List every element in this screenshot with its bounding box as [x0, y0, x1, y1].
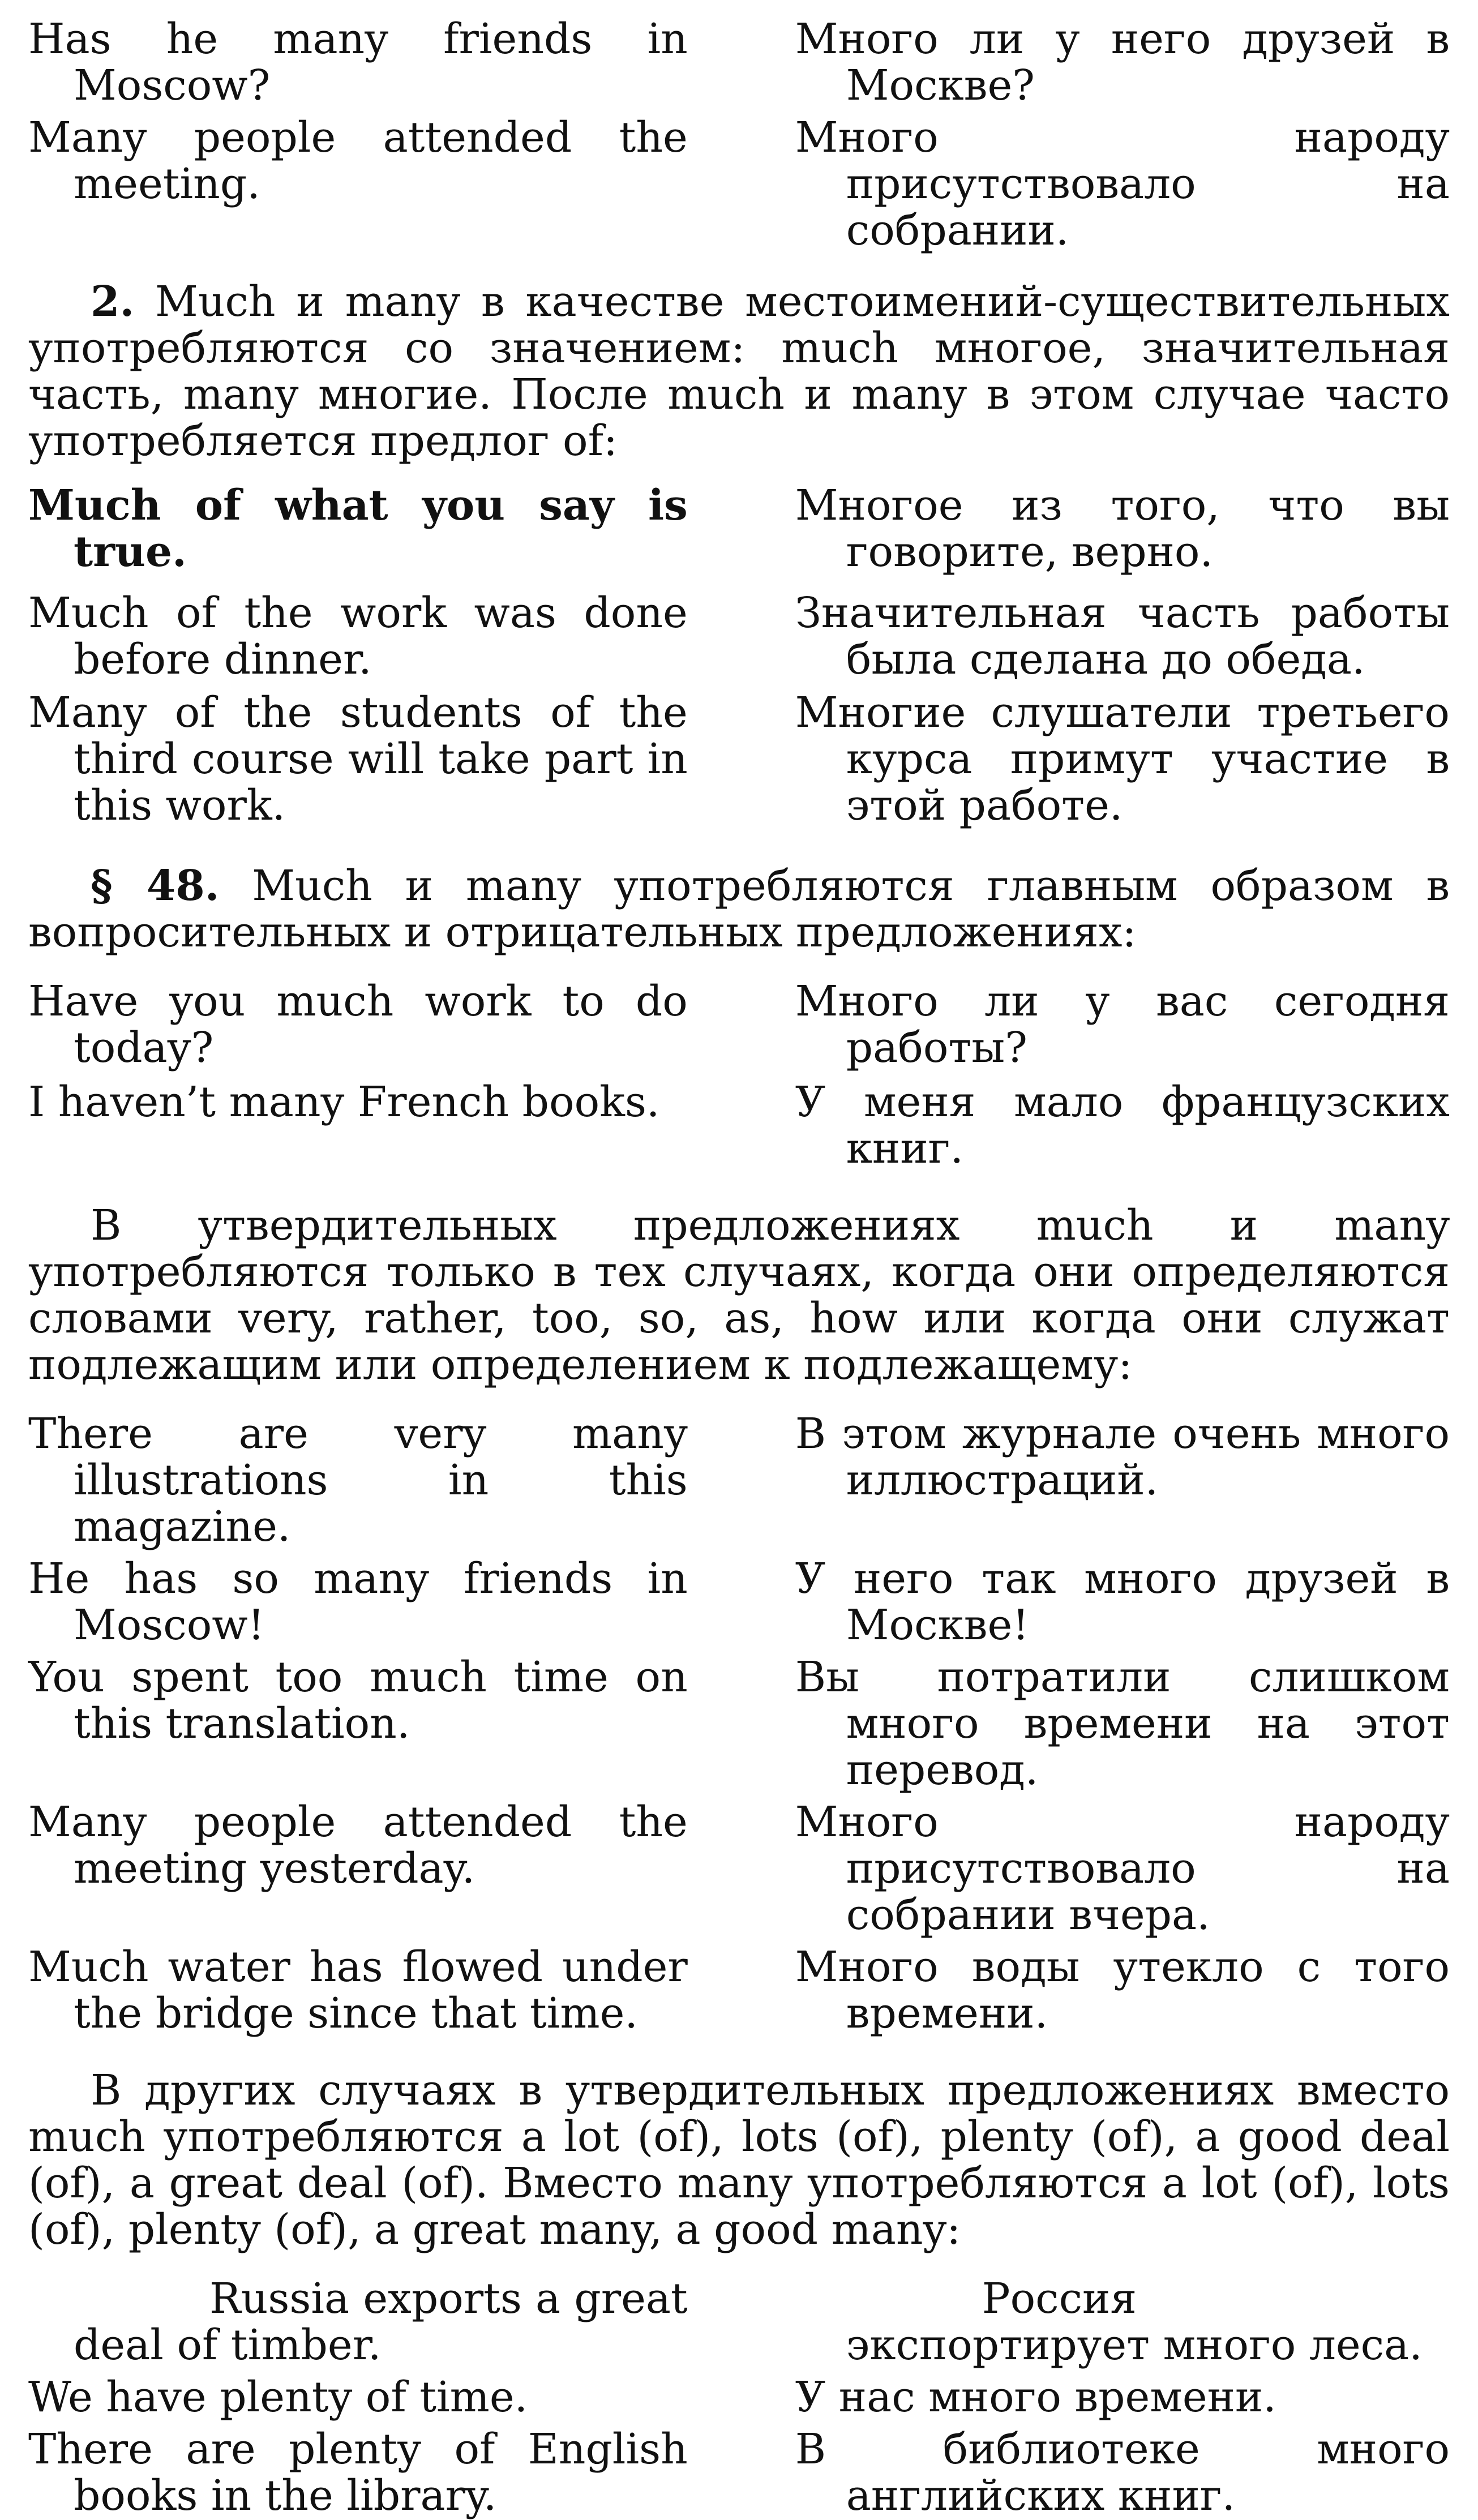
russian-translation: Многое из того, что вы говорите, верно. — [795, 481, 1450, 576]
example-pair — [28, 1411, 1450, 1550]
example-pair — [28, 482, 1450, 575]
english-example: Much water has flowed under the bridge since that time. — [28, 1943, 688, 2038]
example-pair — [28, 2374, 1450, 2420]
russian-translation: В библиотеке много английских книг. — [795, 2425, 1450, 2520]
russian-translation: Много воды утекло с того времени. — [795, 1943, 1450, 2038]
example-pair — [28, 2426, 1450, 2519]
section-2-paragraph — [28, 278, 1450, 464]
example-pair — [28, 2275, 1450, 2368]
example-pair — [28, 1079, 1450, 1172]
russian-translation: Много народу присутствовало на собрании. — [795, 113, 1450, 255]
example-pair — [28, 1654, 1450, 1793]
example-pair — [28, 114, 1450, 254]
russian-translation: У меня мало французских книг. — [795, 1078, 1450, 1173]
russian-translation: Россия экспортирует много леса. — [846, 2274, 1423, 2369]
english-example: We have plenty of time. — [28, 2373, 528, 2422]
english-example: Many people attended the meeting. — [28, 113, 688, 208]
russian-translation: У нас много времени. — [795, 2373, 1276, 2422]
section-text: Much и many употребляются главным образом в вопросительных и отрицательных предложениях: — [28, 862, 1450, 957]
english-example: There are very many illustrations in this magazine. — [28, 1409, 688, 1551]
english-example: Many people attended the meeting yesterday. — [28, 1798, 688, 1893]
russian-translation: Многие слушатели третьего курса примут участие в этой работе. — [795, 688, 1450, 830]
example-pair — [28, 978, 1450, 1071]
affirmative-paragraph: В утвердительных предложениях much и many употребляются только в тех случаях, когда они определяются словами very, rather, too, so, as, how или когда они служат подлежащим или определением к подлежащему: — [28, 1201, 1450, 1389]
russian-translation: Значительная часть работы была сделана до обеда. — [795, 589, 1450, 684]
example-pair — [28, 1799, 1450, 1938]
example-pair — [28, 590, 1450, 683]
english-example: Have you much work to do today? — [28, 977, 688, 1072]
english-example: Many of the students of the third course will take part in this work. — [28, 688, 688, 830]
russian-translation: Много ли у вас сегодня работы? — [795, 977, 1450, 1072]
example-pair — [28, 16, 1450, 109]
russian-translation: В этом журнале очень много иллюстраций. — [795, 1409, 1450, 1505]
english-example: Russia exports a great deal of timber. — [74, 2274, 688, 2369]
russian-translation: Много народу присутствовало на собрании вчера. — [795, 1798, 1450, 1939]
section-text: Much и many в качестве местоимений-существительных употребляются со значением: much многое, значительная часть, many многие. После much и many в этом случае часто употребляется предлог of: — [28, 277, 1450, 465]
section-number: § 48. — [91, 862, 220, 910]
english-example: Much of the work was done before dinner. — [28, 589, 688, 684]
example-pair — [28, 1944, 1450, 2037]
russian-translation: Много ли у него друзей в Москве? — [795, 15, 1450, 110]
russian-translation: Вы потратили слишком много времени на этот перевод. — [795, 1653, 1450, 1794]
example-pair — [28, 1555, 1450, 1648]
other-cases-paragraph: В других случаях в утвердительных предложениях вместо much употребляются a lot (of), lots (of), plenty (of), a good deal (of), a great deal (of). Вместо many употребляются a lot (of), lots (of), plenty (of), a great many, a good many: — [28, 2066, 1450, 2254]
english-example: I haven’t many French books. — [28, 1078, 660, 1126]
english-example: You spent too much time on this translation. — [28, 1653, 688, 1748]
english-example: Has he many friends in Moscow? — [28, 15, 688, 110]
section-48-paragraph — [28, 863, 1450, 955]
english-example: Much of what you say is true. — [28, 481, 688, 576]
russian-translation: У него так много друзей в Москве! — [795, 1554, 1450, 1649]
english-example: He has so many friends in Moscow! — [28, 1554, 688, 1649]
english-example: There are plenty of English books in the library. — [28, 2425, 688, 2520]
section-number: 2. — [91, 277, 135, 326]
example-pair — [28, 689, 1450, 829]
